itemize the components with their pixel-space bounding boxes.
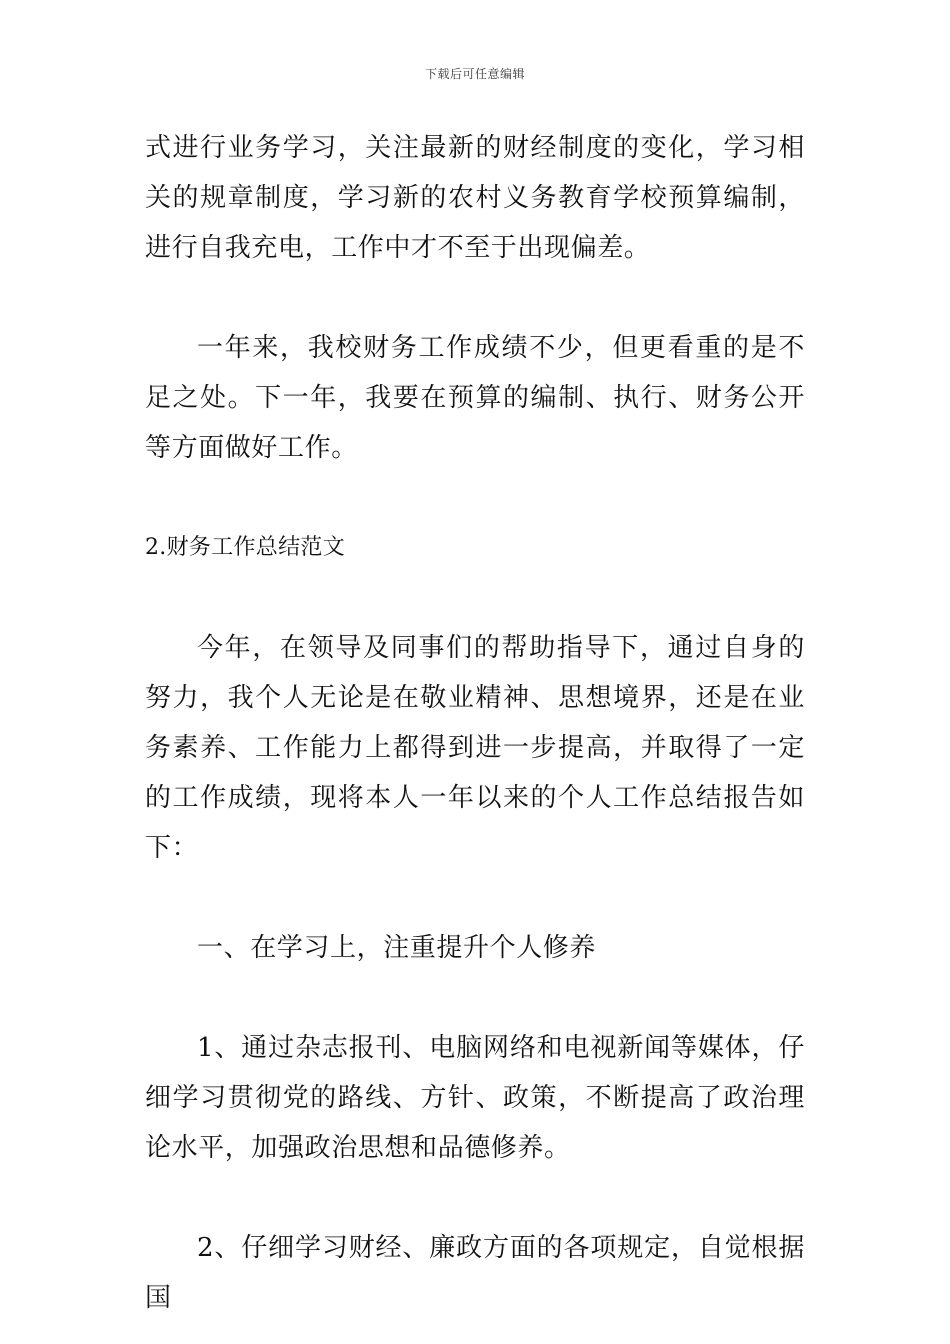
paragraph-2: 一年来，我校财务工作成绩不少，但更看重的是不足之处。下一年，我要在预算的编制、执行、财务公开等方面做好工作。 [145, 333, 805, 463]
subsection-heading: 一、在学习上，注重提升个人修养 [197, 933, 597, 963]
paragraph-gap [145, 573, 805, 623]
page-header: 下载后可任意编辑 [424, 67, 525, 81]
paragraph-4: 1、通过杂志报刊、电脑网络和电视新闻等媒体，仔细学习贯彻党的路线、方针、政策，不断提高了政治理论水平，加强政治思想和品德修养。 [145, 1033, 805, 1163]
paragraph-gap [145, 473, 805, 523]
paragraph-gap [145, 273, 805, 323]
paragraph-1: 式进行业务学习，关注最新的财经制度的变化，学习相关的规章制度，学习新的农村义务教育学校预算编制，进行自我充电，工作中才不至于出现偏差。 [145, 133, 805, 263]
paragraph-3: 今年，在领导及同事们的帮助指导下，通过自身的努力，我个人无论是在敬业精神、思想境界，还是在业务素养、工作能力上都得到进一步提高，并取得了一定的工作成绩，现将本人一年以来的个人工作总结报告如下： [145, 633, 805, 863]
section-heading: 2.财务工作总结范文 [145, 535, 345, 560]
paragraph-gap [145, 1173, 805, 1223]
paragraph-5: 2、仔细学习财经、廉政方面的各项规定，自觉根据国 [145, 1233, 805, 1313]
paragraph-gap [145, 873, 805, 923]
paragraph-gap [145, 973, 805, 1023]
document-body [145, 123, 805, 1323]
